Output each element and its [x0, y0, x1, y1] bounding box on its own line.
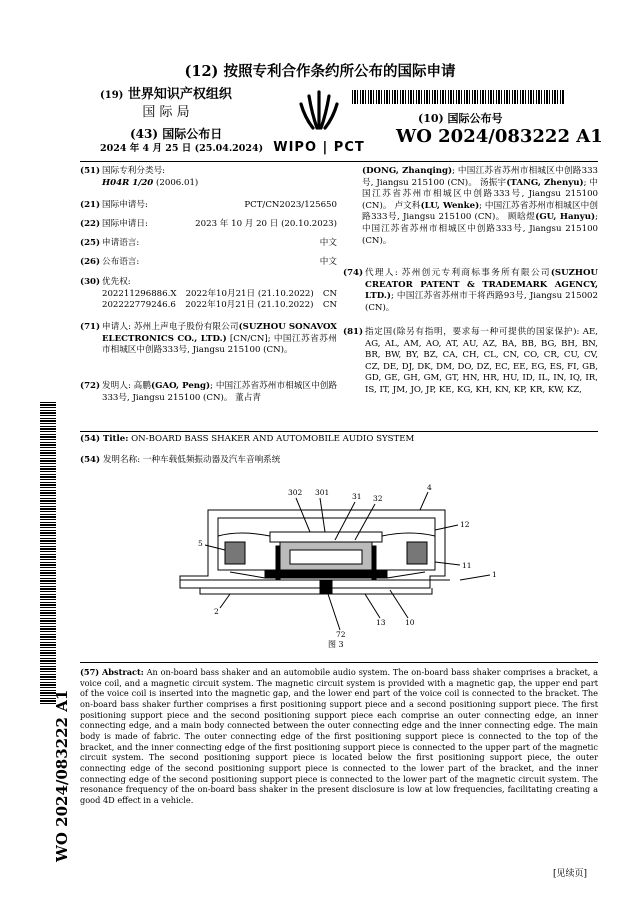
f71-number: (71)	[80, 322, 101, 332]
label-72: 72	[336, 630, 346, 639]
priority-date: 2022年10月21日 (21.10.2022)	[185, 300, 314, 311]
f51-code: H04R 1/20	[102, 177, 154, 188]
side-publication-number: WO 2024/083222 A1	[53, 689, 71, 862]
f72-inventor-en: (GAO, Peng)	[151, 381, 211, 391]
left-block	[225, 542, 245, 564]
inventor-gu-address: ; 中国江苏省苏州市相城区中创路333号, Jiangsu 215100 (CN)。	[362, 212, 599, 246]
lower-support-left	[230, 572, 265, 578]
pub-no: WO 2024/083222 A1	[396, 126, 603, 147]
label-2: 2	[214, 607, 219, 616]
priority-row	[102, 300, 337, 312]
label-11: 11	[462, 561, 472, 570]
title-zh-number: (54)	[80, 455, 101, 465]
label-4: 4	[427, 483, 432, 492]
label-301: 301	[315, 488, 330, 497]
inventor-dong: (DONG, Zhanqing)	[362, 166, 453, 176]
field-72	[80, 381, 337, 404]
inventor-tang: (TANG, Zhenyu)	[506, 177, 584, 188]
magnet-top-plate	[270, 532, 382, 542]
f51-year: (2006.01)	[156, 177, 199, 188]
f25-label: 申请语言:	[102, 238, 140, 248]
inventor-gu: (GU, Hanyu)	[535, 212, 596, 223]
f71-applicant-zh: 申请人: 苏州上声电子股份有限公司	[102, 322, 239, 332]
f21-label: 国际申请号:	[102, 200, 148, 210]
lower-support-right	[387, 572, 425, 578]
field-51	[80, 166, 337, 189]
title-zh-label: 发明名称:	[102, 455, 141, 465]
field-22	[80, 219, 337, 231]
side-barcode	[40, 400, 56, 704]
label-12: 12	[460, 520, 470, 529]
field-81	[343, 327, 598, 397]
org-number: (19)	[100, 90, 124, 101]
f22-label: 国际申请日:	[102, 219, 148, 229]
f74-agent-en: (SUZHOU CREATOR PATENT & TRADEMARK AGENCY, LTD.)	[365, 268, 598, 302]
f22-value: 2023 年 10 月 20 日 (20.10.2023)	[195, 219, 337, 229]
top-barcode	[352, 90, 564, 104]
title-en	[80, 434, 598, 446]
org-sub: 国 际 局	[142, 104, 190, 120]
priority-cc: CN	[322, 288, 337, 299]
abstract-label: Abstract:	[101, 667, 144, 677]
label-5: 5	[198, 539, 203, 548]
f71-applicant-en: (SUZHOU SONAVOX ELECTRONICS CO., LTD.)	[102, 322, 337, 344]
f26-value: 中文	[319, 257, 337, 267]
priority-cc: CN	[322, 300, 337, 311]
wipo-emblem-icon	[273, 84, 365, 134]
patent-figure	[170, 480, 520, 655]
priority-no: 202222779246.6	[102, 300, 176, 311]
inventor-dong-address: ; 中国江苏省苏州市相城区中创路333号, Jiangsu 215100 (CN)。 汤振宇	[362, 166, 599, 188]
center-post	[320, 580, 332, 594]
f72-address: ; 中国江苏省苏州市相城区中创路333号, Jiangsu 215100 (CN)。 董占青	[102, 381, 337, 403]
title-zh-value: 一种车载低频振动器及汽车音响系统	[142, 455, 281, 465]
label-32: 32	[373, 494, 383, 503]
f21-number: (21)	[80, 200, 101, 210]
document-title: (12) 按照专利合作条约所公布的国际申请	[184, 63, 456, 80]
wipo-logo	[273, 84, 365, 155]
voice-coil-right	[372, 546, 376, 580]
magnet-core	[290, 550, 362, 564]
field-71	[80, 322, 337, 357]
f21-value: PCT/CN2023/125650	[244, 200, 337, 210]
field-25	[80, 238, 337, 250]
title-zh	[80, 455, 598, 467]
inventor-lu: (LU, Wenke)	[420, 200, 480, 211]
lower-plate	[265, 570, 387, 578]
pub-no-label: (10) 国际公布号	[418, 112, 503, 125]
inventor-lu-address: ; 中国江苏省苏州市相城区中创路333号, Jiangsu 215100 (CN)。 顾晗煜	[362, 200, 598, 223]
priority-date: 2022年10月21日 (21.10.2022)	[185, 288, 314, 299]
abstract-rule	[80, 662, 598, 663]
f74-number: (74)	[343, 268, 364, 278]
title-en-label: Title:	[102, 434, 129, 444]
bass-shaker-cross-section	[170, 480, 520, 655]
f22-number: (22)	[80, 219, 101, 229]
bottom-shell	[200, 588, 432, 594]
title-en-number: (54)	[80, 434, 101, 444]
field-21	[80, 200, 337, 212]
header-rule	[80, 161, 598, 162]
f25-number: (25)	[80, 238, 101, 248]
inventor-tang-address: ; 中国江苏省苏州市相城区中创路333号, Jiangsu 215100 (CN)。 卢文科	[362, 177, 598, 211]
figure-caption: 图 3	[328, 640, 344, 649]
field-74	[343, 268, 598, 314]
abstract-number: (57)	[80, 667, 100, 677]
f74-agent-zh: 代理人: 苏州创元专利商标事务所有限公司	[365, 268, 551, 278]
org-name: 世界知识产权组织	[127, 87, 232, 102]
f81-number: (81)	[343, 327, 364, 337]
org-block	[100, 86, 260, 121]
f30-label: 优先权:	[102, 277, 131, 287]
priority-row	[102, 289, 337, 301]
upper-support-right	[382, 533, 435, 536]
voice-coil-left	[276, 546, 280, 580]
field-26	[80, 257, 337, 269]
wipo-pct-text: WIPO | PCT	[273, 139, 365, 155]
pub-date: 2024 年 4 月 25 日 (25.04.2024)	[100, 143, 264, 154]
f51-number: (51)	[80, 166, 101, 176]
field-30	[80, 277, 337, 312]
f72-inventor-zh: 发明人: 高鹏	[102, 381, 151, 391]
upper-support-left	[218, 533, 270, 536]
f74-address: ; 中国江苏省苏州市干将西路93号, Jiangsu 215002 (CN)。	[365, 291, 598, 313]
f71-address: [CN/CN]; 中国江苏省苏州市相城区中创路333号, Jiangsu 215100 (CN)。	[102, 333, 338, 356]
f81-designated-states: 指定国(除另有指明，要求每一种可提供的国家保护): AE, AG, AL, AM, AO, AT, AU, AZ, BA, BB, BG, BH, BN, BR, BW, BY, BZ, CA, CH, CL, CN, CO, CR, CU, CV, CZ, DE, DJ, DK, DM, DO, DZ, EC, EE, EG, ES, FI, GB, GD, GE, GH, GM, GT, HN, HR, HU, ID, IL, IN, IQ, IR, IS, IT, JM, JO, JP, KE, KG, KH, KN, KP, KR, KW, KZ,	[365, 327, 598, 395]
label-302: 302	[288, 488, 303, 497]
label-31: 31	[352, 492, 362, 501]
f72-number: (72)	[80, 381, 101, 391]
title-rule	[80, 431, 598, 432]
f26-number: (26)	[80, 257, 101, 267]
priority-no: 202211296886.X	[102, 288, 177, 299]
f26-label: 公布语言:	[102, 257, 140, 267]
label-10: 10	[405, 618, 415, 627]
pub-date-label: (43) 国际公布日	[130, 127, 223, 141]
f51-label: 国际专利分类号:	[102, 166, 166, 176]
right-block	[407, 542, 427, 564]
title-en-value: ON-BOARD BASS SHAKER AND AUTOMOBILE AUDIO SYSTEM	[131, 434, 415, 444]
abstract-text: An on-board bass shaker and an automobile audio system. The on-board bass shaker comprises a bracket, a voice coil, and a magnetic circuit system. The magnetic circuit system is provided with a magnetic gap, the upper end part of the voice coil is inserted into the magnetic gap, and the lower end part of the voice coil is connected to the bracket. The on-board bass shaker further comprises a first positioning support piece and a second positioning support piece. The first positioning support piece and the second positioning support piece each comprise an outer connecting edge, an inner connecting edge, and a main body connected between the outer connecting edge and the inner connecting edge. The main body is made of fabric. The outer connecting edge of the first positioning support piece is connected to the top of the bracket, and the inner connecting edge of the first positioning support piece is connected to the upper part of the magnetic circuit system. The second positioning support piece is located below the first positioning support piece, the outer connecting edge of the second positioning support piece is connected to the lower part of the bracket, and the inner connecting edge of the second positioning support piece is connected to the lower part of the magnetic circuit system. The resonance frequency of the on-board bass shaker in the present disclosure is low at low frequencies, facilitating creating a good 4D effect in a vehicle.	[80, 667, 599, 805]
label-13: 13	[376, 618, 386, 627]
abstract	[80, 667, 598, 806]
f30-number: (30)	[80, 277, 101, 287]
inventors-continued	[362, 166, 598, 247]
label-1: 1	[492, 570, 497, 579]
f25-value: 中文	[319, 238, 337, 248]
continued-note: [见续页]	[553, 869, 588, 879]
